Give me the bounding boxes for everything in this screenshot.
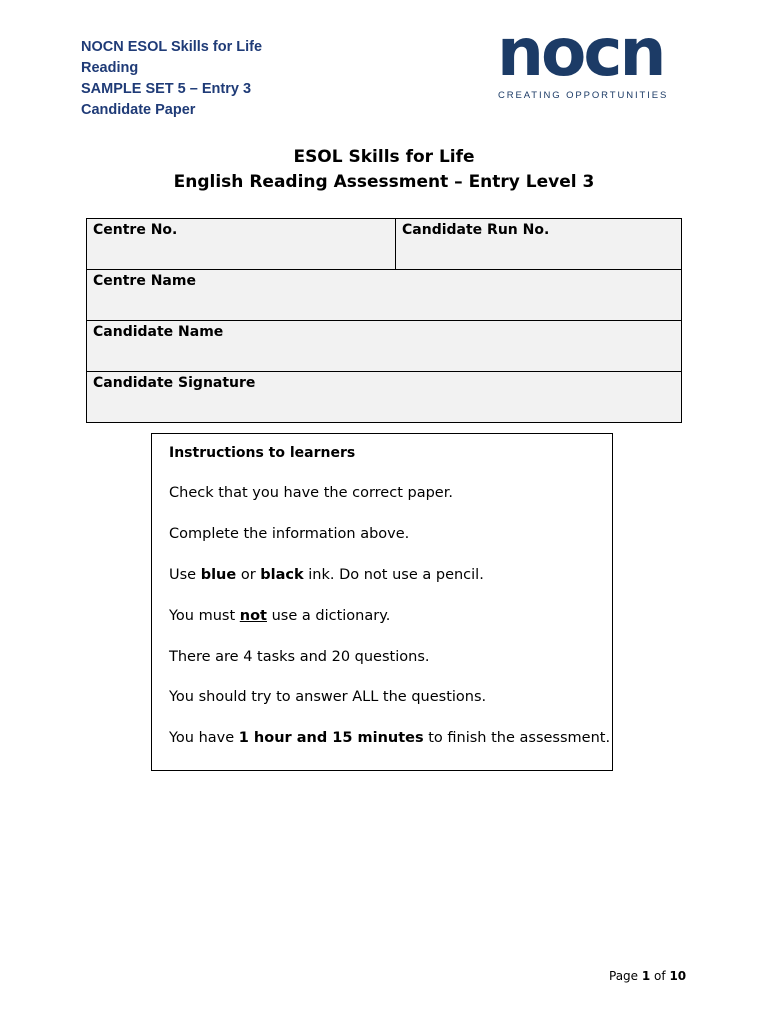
text-segment: to finish the assessment. xyxy=(423,730,611,746)
centre-name-field[interactable]: Centre Name xyxy=(87,270,682,321)
total-pages: 10 xyxy=(669,969,687,983)
instruction-answer-all: You should try to answer ALL the questions. xyxy=(169,689,487,705)
text-segment: You must xyxy=(169,608,240,624)
of-label: of xyxy=(650,969,670,983)
instruction-ink xyxy=(169,567,484,583)
logo-wordmark: nocn xyxy=(497,14,664,91)
emphasis-blue: blue xyxy=(200,567,237,583)
candidate-signature-field[interactable]: Candidate Signature xyxy=(87,372,682,423)
text-segment: use a dictionary. xyxy=(266,608,391,624)
emphasis-not: not xyxy=(239,608,267,624)
instruction-time-limit xyxy=(169,730,610,746)
instructions-heading: Instructions to learners xyxy=(169,445,356,461)
emphasis-black: black xyxy=(260,567,304,583)
header-line-subject: Reading xyxy=(81,60,139,76)
page-subtitle: English Reading Assessment – Entry Level 3 xyxy=(173,172,595,192)
candidate-name-field[interactable]: Candidate Name xyxy=(87,321,682,372)
centre-no-field[interactable]: Centre No. xyxy=(87,219,396,270)
text-segment: or xyxy=(236,567,261,583)
page-label: Page xyxy=(609,969,642,983)
page-title: ESOL Skills for Life xyxy=(293,147,475,167)
emphasis-duration: 1 hour and 15 minutes xyxy=(238,730,424,746)
instruction-dictionary xyxy=(169,608,390,624)
logo-tagline: CREATING OPPORTUNITIES xyxy=(498,90,669,101)
header-line-paper-type: Candidate Paper xyxy=(81,102,196,118)
text-segment: You have xyxy=(169,730,239,746)
instruction-check-paper: Check that you have the correct paper. xyxy=(169,485,453,501)
current-page: 1 xyxy=(641,969,651,983)
nocn-logo xyxy=(497,14,681,104)
header-line-sample-set: SAMPLE SET 5 – Entry 3 xyxy=(81,81,252,97)
instruction-tasks-count: There are 4 tasks and 20 questions. xyxy=(169,649,430,665)
candidate-info-table xyxy=(86,218,682,423)
page-number xyxy=(609,969,686,983)
text-segment: Use xyxy=(169,567,201,583)
instruction-complete-info: Complete the information above. xyxy=(169,526,410,542)
candidate-run-no-field[interactable]: Candidate Run No. xyxy=(396,219,682,270)
header-line-qualification: NOCN ESOL Skills for Life xyxy=(81,39,263,55)
paper-header xyxy=(81,37,262,121)
text-segment: ink. Do not use a pencil. xyxy=(303,567,484,583)
instructions-box xyxy=(151,433,613,771)
